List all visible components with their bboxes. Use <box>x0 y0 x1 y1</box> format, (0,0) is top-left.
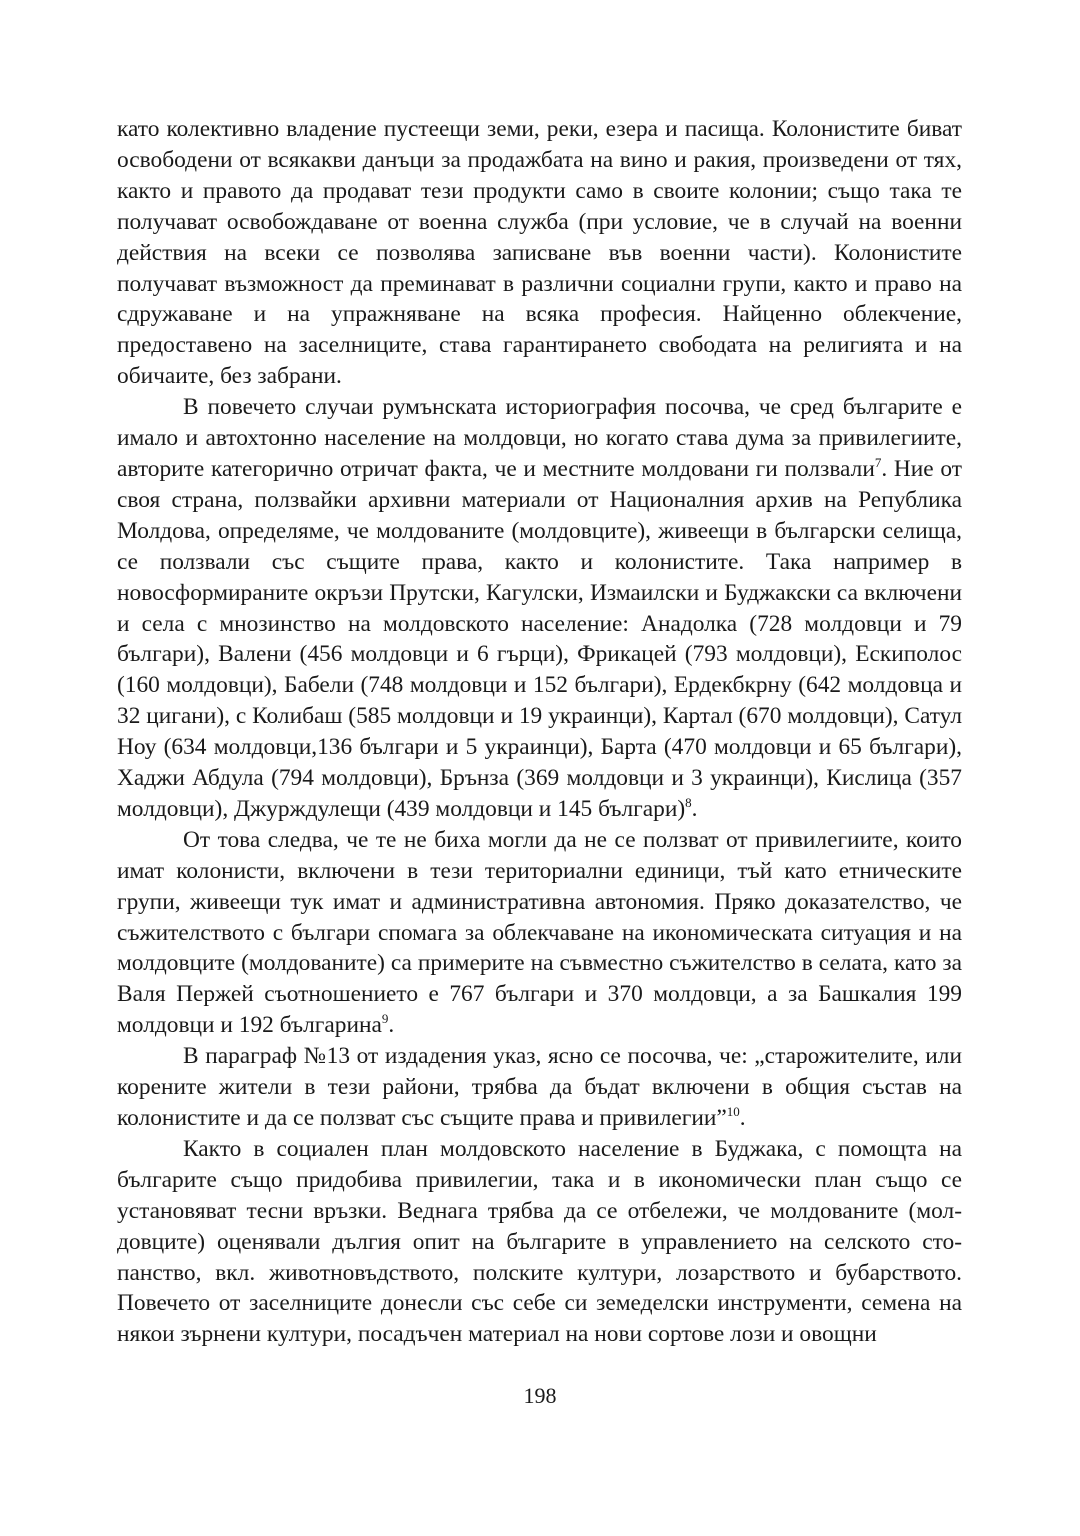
paragraph-4 <box>117 1041 962 1134</box>
paragraph-1 <box>117 114 962 392</box>
paragraph-3-text: От това следва, че те не биха могли да не се ползват от привилегиите, които имат колонисти, включени в тези териториални единици, тъй като етническите групи, живеещи тук имат и административна автономия. Пряко доказателство, че съжителството с българи спомага за облекчаване на икономическата ситуация и на молдовците (молдованите) са примерите на съвместно съжителство в селата, като за Валя Пержей съотношението е 767 българи и 370 молдовци, а за Башкалия 199 молдовци и 192 българина <box>117 826 962 1039</box>
paragraph-1-text: като колективно владение пустеещи земи, реки, езера и пасища. Колонистите биват освободени от всякакви данъци за продажбата на вино и ракия, произведени от тях, както и правото да продават тези продукти само в своите колонии; също така те получават освобождаване от военна служба (при условие, че в случай на военни действия на всеки се позволява записване във военни части). Колонистите получават възможност да преминават в различни социални групи, както и право на сдружаване и на упражняване на всяка професия. Найценно облекчение, предоставено на заселниците, става гарантирането свободата на религията и на обичаите, без забрани. <box>117 116 962 390</box>
paragraph-4-text: В параграф №13 от издадения указ, ясно се посочва, че: „старожителите, или корените жители в тези райони, трябва да бъдат включени в общия състав на колонистите и да се ползват със същите права и привилегии” <box>117 1043 962 1131</box>
paragraph-2-text: В повечето случаи румънската историография посочва, че сред българите е имало и автохтонно население на молдовци, но когато става дума за привилегиите, авторите категорично отричат факта, че и местните молдовани ги ползвали <box>117 394 962 482</box>
document-body <box>117 114 962 1350</box>
paragraph-4-end: . <box>739 1105 746 1131</box>
paragraph-2-text-after: . Ние от своя страна, ползвайки архивни материали от Националния архив на Република Молдова, определяме, че молдованите (молдовците), живеещи в български селища, се ползвали със същите права, както и колонистите. Така например в новосформираните окръзи Прутски, Кагулски, Измаилски и Буджакски са включени и села с мнозинство на молдовското население: Анадолка (728 молдовци и 79 българи), Валени (456 молдовци и 6 гърци), Фрикацей (793 молдовци), Ескиполос (160 молдовци), Бабели (748 молдовци и 152 българи), Ердекбкрну (642 молдовца и 32 цигани), с Колибаш (585 молдовци и 19 украинци), Картал (670 молдовци), Сатул Ноу (634 молдовци,136 българи и 5 украинци), Барта (470 молдовци и 65 българи), Хаджи Абдула (794 молдовци), Брънза (369 молдовци и 3 украинци), Кислица (357 молдовци), Джурждулещи (439 молдовци и 145 българи) <box>117 455 963 822</box>
paragraph-3 <box>117 825 962 1041</box>
paragraph-2 <box>117 392 962 825</box>
paragraph-5 <box>117 1134 962 1350</box>
paragraph-3-end: . <box>388 1012 395 1039</box>
footnote-ref-10[interactable]: 10 <box>726 1104 740 1120</box>
footnote-ref-7[interactable]: 7 <box>874 455 882 471</box>
page-number: 198 <box>523 1383 557 1408</box>
footnote-ref-9[interactable]: 9 <box>381 1011 389 1027</box>
footnote-ref-8[interactable]: 8 <box>685 795 692 811</box>
paragraph-5-text: Както в социален план молдовското население в Буджака, с помощта на българите също придобива привилегии, така и в икономически план също се установяват тесни връзки. Веднага трябва да се отбележи, че молдованите (молдовците) оценявали дългия опит на българите в управлението на селското стопанство, вкл. животновъдството, полските култури, лозарството и бубарството. Повечето от заселниците донесли със себе си земеделски инструменти, семена на някои зърнени култури, посадъчен материал на нови сортове лози и овощни <box>117 1135 962 1348</box>
paragraph-2-end: . <box>691 795 698 822</box>
